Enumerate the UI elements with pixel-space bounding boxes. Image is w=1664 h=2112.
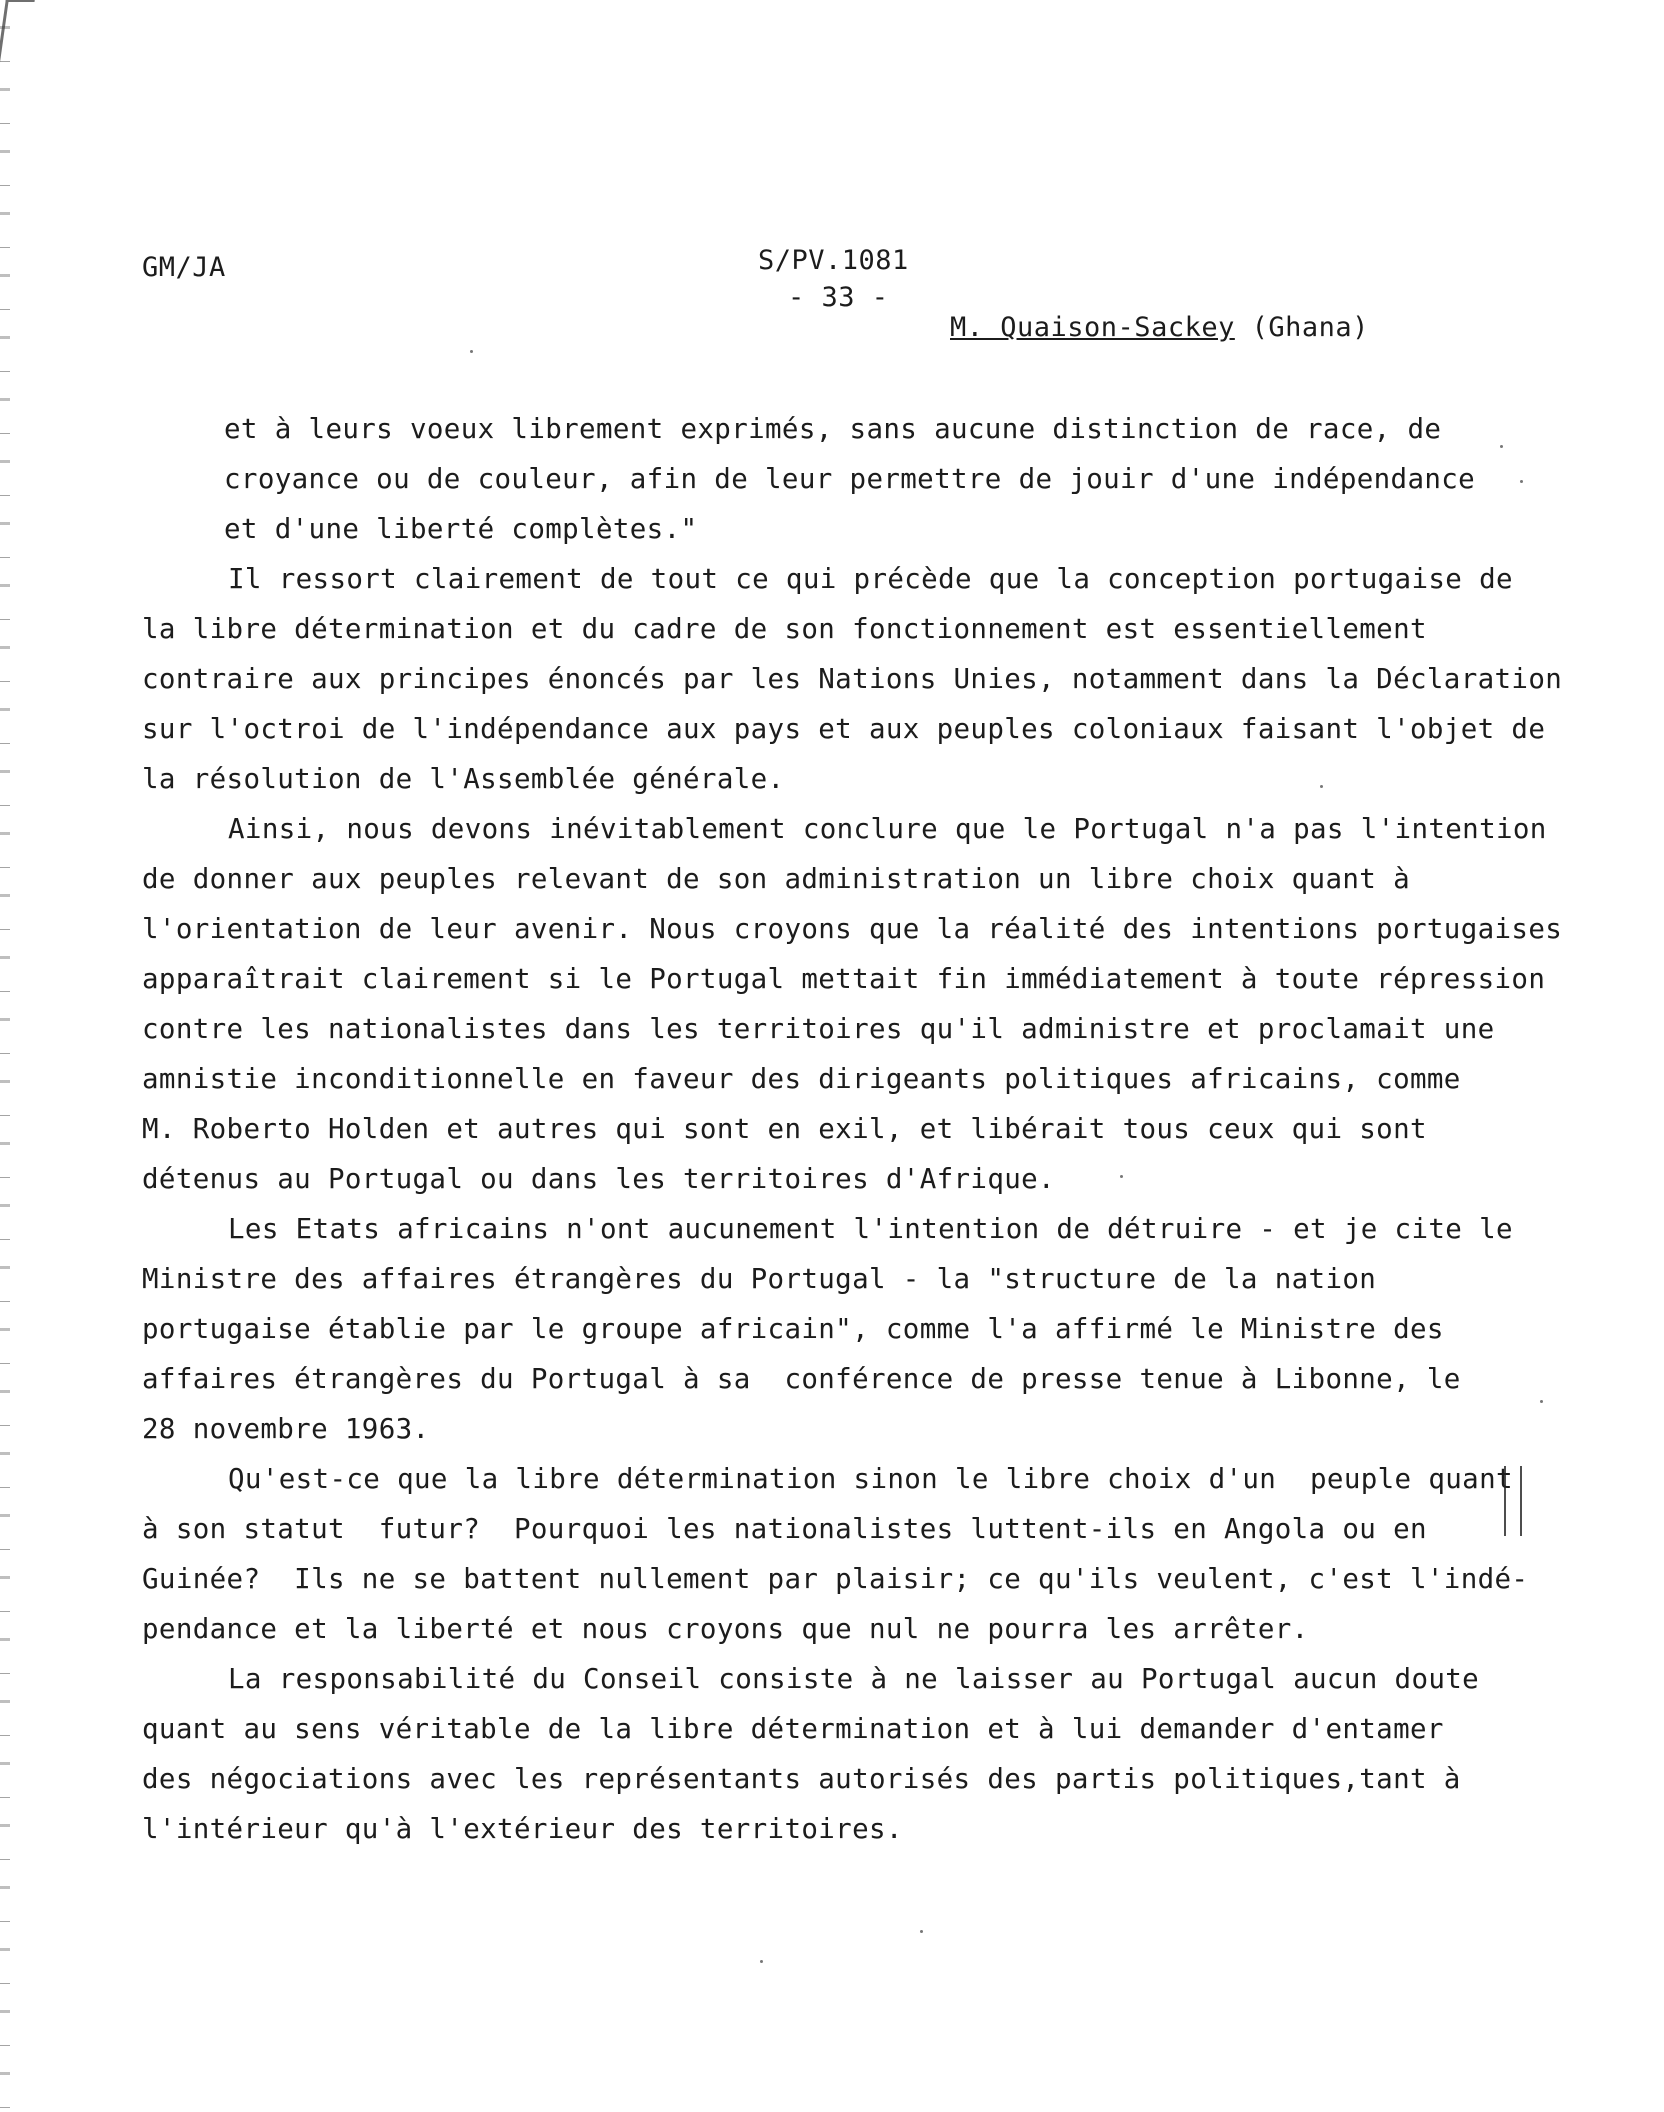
body-line: contre les nationalistes dans les territoires qu'il administre et proclamait une [142, 1013, 1495, 1045]
speaker-name: M. Quaison-Sackey [950, 312, 1235, 343]
body-line: Il ressort clairement de tout ce qui précède que la conception portugaise de [228, 563, 1513, 595]
body-line: sur l'octroi de l'indépendance aux pays et aux peuples coloniaux faisant l'objet de [142, 713, 1546, 745]
body-line: portugaise établie par le groupe africain", comme l'a affirmé le Ministre des [142, 1313, 1444, 1345]
body-line: détenus au Portugal ou dans les territoires d'Afrique. [142, 1163, 1055, 1195]
body-line: l'intérieur qu'à l'extérieur des territoires. [142, 1813, 903, 1845]
body-line: des négociations avec les représentants autorisés des partis politiques,tant à [142, 1763, 1461, 1795]
body-line: pendance et la liberté et nous croyons que nul ne pourra les arrêter. [142, 1613, 1309, 1645]
body-line: apparaîtrait clairement si le Portugal mettait fin immédiatement à toute répression [142, 963, 1546, 995]
body-line: affaires étrangères du Portugal à sa conférence de presse tenue à Libonne, le [142, 1363, 1461, 1395]
scan-speck [1120, 1175, 1123, 1178]
body-line: quant au sens véritable de la libre détermination et à lui demander d'entamer [142, 1713, 1444, 1745]
body-line: amnistie inconditionnelle en faveur des dirigeants politiques africains, comme [142, 1063, 1461, 1095]
scan-speck [760, 1960, 763, 1963]
body-line: l'orientation de leur avenir. Nous croyons que la réalité des intentions portugaises [142, 913, 1563, 945]
scan-speck [1520, 480, 1523, 483]
scan-speck [1320, 785, 1323, 788]
body-line: La responsabilité du Conseil consiste à ne laisser au Portugal aucun doute [228, 1663, 1480, 1695]
body-line: Qu'est-ce que la libre détermination sinon le libre choix d'un peuple quant [228, 1463, 1513, 1495]
scan-speck [920, 1930, 923, 1933]
scan-speck [1540, 1400, 1543, 1403]
body-line: M. Roberto Holden et autres qui sont en exil, et libérait tous ceux qui sont [142, 1113, 1427, 1145]
body-line: Guinée? Ils ne se battent nullement par plaisir; ce qu'ils veulent, c'est l'indé- [142, 1563, 1529, 1595]
body-line: contraire aux principes énoncés par les Nations Unies, notamment dans la Déclaration [142, 663, 1563, 695]
body-line: de donner aux peuples relevant de son administration un libre choix quant à [142, 863, 1410, 895]
body-line: Ministre des affaires étrangères du Portugal - la "structure de la nation [142, 1263, 1377, 1295]
speaker-heading [950, 312, 1369, 343]
scan-corner-mark [0, 0, 35, 82]
body-line: la résolution de l'Assemblée générale. [142, 763, 785, 795]
speaker-country: (Ghana) [1251, 312, 1369, 343]
typist-code: GM/JA [142, 252, 226, 283]
scan-speck [470, 350, 473, 353]
body-line: Ainsi, nous devons inévitablement conclure que le Portugal n'a pas l'intention [228, 813, 1547, 845]
body-line: et d'une liberté complètes." [224, 513, 698, 545]
body-line: 28 novembre 1963. [142, 1413, 430, 1445]
body-line: Les Etats africains n'ont aucunement l'intention de détruire - et je cite le [228, 1213, 1513, 1245]
margin-correction-mark [1504, 1466, 1522, 1536]
document-symbol: S/PV.1081 [758, 245, 909, 276]
scan-edge-artifact [0, 0, 10, 2112]
body-line: la libre détermination et du cadre de son fonctionnement est essentiellement [142, 613, 1427, 645]
page-number: - 33 - [788, 282, 889, 313]
body-line: et à leurs voeux librement exprimés, sans aucune distinction de race, de [224, 413, 1442, 445]
body-line: croyance ou de couleur, afin de leur permettre de jouir d'une indépendance [224, 463, 1476, 495]
body-line: à son statut futur? Pourquoi les nationalistes luttent-ils en Angola ou en [142, 1513, 1427, 1545]
scan-speck [1500, 445, 1503, 448]
